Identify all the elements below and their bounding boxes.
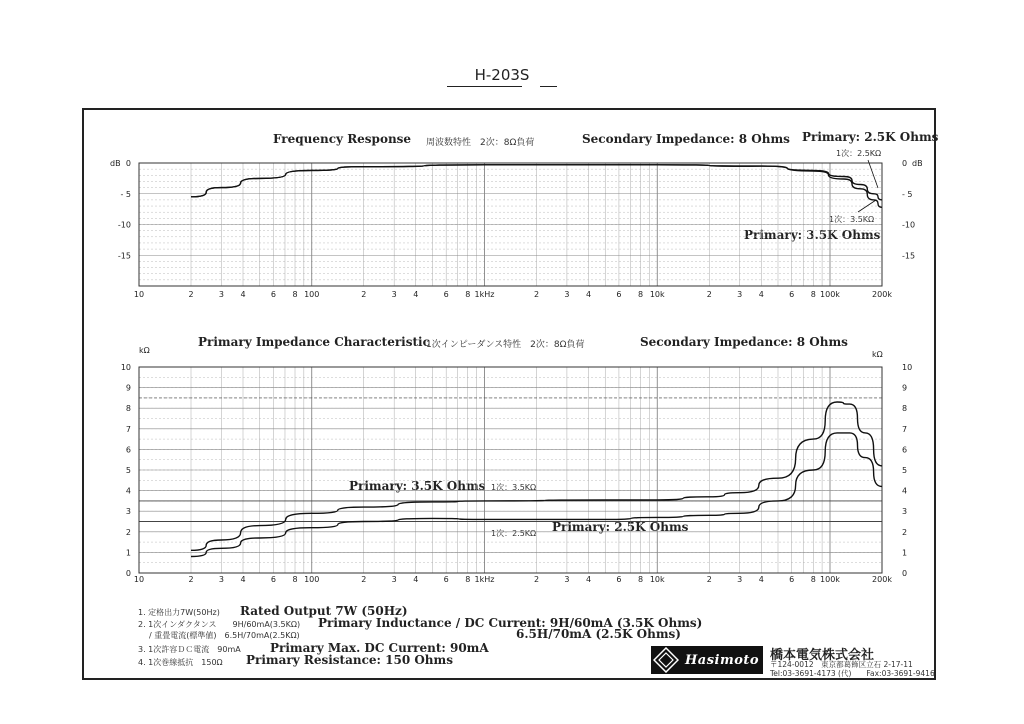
- x-tick-label: 6: [789, 290, 795, 299]
- y-tick-label-left: 6: [125, 445, 131, 455]
- x-tick-label: 100k: [820, 290, 840, 299]
- x-tick-label: 200k: [872, 290, 892, 299]
- x-tick-label: 100: [304, 575, 320, 584]
- y-unit-left: kΩ: [139, 346, 150, 355]
- x-tick-label: 2: [706, 575, 712, 584]
- x-tick-label: 4: [413, 290, 419, 299]
- fr-secondary-label: Secondary Impedance: 8 Ohms: [582, 132, 790, 146]
- fr-jp-25-label: 1次：2.5KΩ: [836, 149, 882, 158]
- y-tick-label-left: 7: [125, 424, 131, 434]
- x-tick-label: 3: [218, 290, 224, 299]
- imp-secondary-label: Secondary Impedance: 8 Ohms: [640, 335, 848, 349]
- imp-title: Primary Impedance Characteristic: [198, 335, 430, 349]
- spec-inductance-jp-2: / 重畳電流(標準値) 6.5H/70mA(2.5KΩ): [149, 631, 300, 640]
- company-name: 橋本電気株式会社: [770, 648, 875, 663]
- x-tick-label: 200k: [872, 575, 892, 584]
- y-tick-label-right: 5: [902, 466, 908, 475]
- fr-primary-25-label: Primary: 2.5K Ohms: [802, 130, 939, 144]
- x-tick-label: 3: [564, 290, 570, 299]
- company-address: 〒124-0012 東京都葛飾区立石 2-17-11: [770, 660, 913, 669]
- y-tick-label-left: 1: [125, 548, 131, 558]
- y-tick-label-right: 10: [902, 363, 913, 372]
- y-tick-label-left: 2: [125, 527, 131, 537]
- x-tick-label: 2: [533, 575, 540, 584]
- frequency-response-chart: [110, 159, 923, 299]
- y-unit-left: dB: [110, 159, 121, 168]
- y-tick-label-left: 9: [125, 383, 131, 393]
- x-tick-label: 100: [304, 290, 320, 299]
- y-tick-label-left: 3: [125, 507, 131, 517]
- impedance-chart: [121, 346, 912, 584]
- y-tick-label-right: -10: [902, 220, 916, 230]
- x-tick-label: 4: [585, 290, 592, 299]
- y-tick-label-right: 8: [902, 404, 908, 414]
- spec-inductance-en-2: 6.5H/70mA (2.5K Ohms): [516, 627, 681, 641]
- x-tick-label: 4: [585, 575, 592, 584]
- logo-mark-icon: [653, 647, 679, 673]
- imp-jp-35-label: 1次：3.5KΩ: [491, 483, 537, 492]
- x-tick-label: 4: [413, 575, 419, 584]
- spec-rated-output-jp: 1. 定格出力7W(50Hz): [138, 608, 220, 617]
- fr-title-jp: 周波数特性 2次：8Ω負荷: [426, 138, 535, 148]
- y-tick-label-left: -10: [117, 220, 131, 230]
- imp-primary-35-label: Primary: 3.5K Ohms: [349, 479, 486, 493]
- y-tick-label-right: -15: [902, 251, 916, 261]
- y-unit-right: kΩ: [872, 350, 883, 359]
- y-tick-label-left: 4: [125, 486, 131, 496]
- x-tick-label: 10: [133, 575, 145, 584]
- x-tick-label: 3: [391, 290, 397, 299]
- y-tick-label-left: 0: [125, 569, 131, 578]
- x-tick-label: 4: [240, 290, 246, 299]
- spec-inductance-en-1: Primary Inductance / DC Current: 9H/60mA (3.5K Ohms): [318, 616, 703, 630]
- spec-rated-output-en: Rated Output 7W (50Hz): [240, 604, 408, 618]
- y-tick-label-left: -15: [117, 251, 131, 261]
- x-tick-label: 6: [789, 575, 795, 584]
- x-tick-label: 8: [465, 290, 471, 299]
- x-tick-label: 4: [240, 575, 246, 584]
- y-tick-label-right: 2: [902, 527, 908, 537]
- y-tick-label-right: 4: [902, 486, 908, 496]
- y-unit-right: dB: [912, 159, 923, 168]
- x-tick-label: 3: [218, 575, 224, 584]
- x-tick-label: 8: [810, 575, 816, 584]
- y-tick-label-left: 0: [125, 159, 131, 168]
- x-tick-label: 6: [443, 290, 449, 299]
- y-tick-label-right: 1: [902, 548, 908, 558]
- x-tick-label: 4: [758, 290, 764, 299]
- x-tick-label: 8: [292, 575, 298, 584]
- x-tick-label: 2: [188, 575, 194, 584]
- x-tick-label: 3: [391, 575, 397, 584]
- annotation-arrow: [868, 160, 878, 188]
- spec-resistance-jp: 4. 1次巻線抵抗 150Ω: [138, 658, 223, 667]
- company-tel: Tel:03-3691-4173 (代) Fax:03-3691-9416: [770, 669, 935, 678]
- x-tick-label: 8: [465, 575, 471, 584]
- imp-title-jp: 1次インピーダンス特性 2次：8Ω負荷: [426, 340, 585, 350]
- x-tick-label: 6: [616, 290, 622, 299]
- x-tick-label: 8: [810, 290, 816, 299]
- x-tick-label: 10: [133, 290, 145, 299]
- x-tick-label: 2: [361, 575, 367, 584]
- spec-max-dc-jp: 3. 1次許容ＤＣ電流 90mA: [138, 645, 241, 654]
- y-tick-label-right: 3: [902, 507, 908, 517]
- x-tick-label: 10k: [649, 575, 665, 584]
- y-tick-label-right: 9: [902, 383, 908, 393]
- y-tick-label-left: 5: [125, 466, 131, 475]
- x-tick-label: 6: [616, 575, 622, 584]
- y-tick-label-right: 0: [902, 569, 908, 578]
- y-tick-label-left: 8: [125, 404, 131, 414]
- x-tick-label: 3: [737, 290, 743, 299]
- y-tick-label-right: 6: [902, 445, 908, 455]
- x-tick-label: 8: [292, 290, 298, 299]
- x-tick-label: 10k: [649, 290, 665, 299]
- y-tick-label-right: 7: [902, 424, 908, 434]
- x-tick-label: 2: [533, 290, 540, 299]
- fr-primary-35-label: Primary: 3.5K Ohms: [744, 228, 881, 242]
- x-tick-label: 3: [737, 575, 743, 584]
- y-tick-label-right: - 5: [902, 189, 913, 199]
- x-tick-label: 1kHz: [474, 575, 495, 584]
- x-tick-label: 3: [564, 575, 570, 584]
- y-tick-label-right: 0: [902, 159, 908, 168]
- x-tick-label: 6: [270, 290, 276, 299]
- x-tick-label: 6: [443, 575, 449, 584]
- spec-max-dc-en: Primary Max. DC Current: 90mA: [270, 641, 489, 655]
- x-tick-label: 2: [706, 290, 712, 299]
- imp-primary-25-label: Primary: 2.5K Ohms: [552, 520, 689, 534]
- x-tick-label: 8: [637, 290, 644, 299]
- x-tick-label: 8: [637, 575, 644, 584]
- spec-inductance-jp-1: 2. 1次インダクタンス 9H/60mA(3.5KΩ): [138, 620, 301, 629]
- fr-jp-35-label: 1次：3.5KΩ: [829, 215, 875, 224]
- company-logo: [651, 646, 763, 674]
- x-tick-label: 1kHz: [474, 290, 495, 299]
- imp-jp-25-label: 1次：2.5KΩ: [491, 529, 537, 538]
- x-tick-label: 100k: [820, 575, 840, 584]
- y-tick-label-left: - 5: [120, 189, 131, 199]
- x-tick-label: 4: [758, 575, 764, 584]
- spec-resistance-en: Primary Resistance: 150 Ohms: [246, 653, 453, 667]
- x-tick-label: 2: [188, 290, 194, 299]
- model-title: H-203S: [474, 66, 530, 84]
- y-tick-label-left: 10: [120, 363, 131, 372]
- x-tick-label: 2: [361, 290, 367, 299]
- logo-wordmark: Hasimoto: [685, 652, 760, 668]
- fr-title: Frequency Response: [273, 132, 412, 146]
- x-tick-label: 6: [270, 575, 276, 584]
